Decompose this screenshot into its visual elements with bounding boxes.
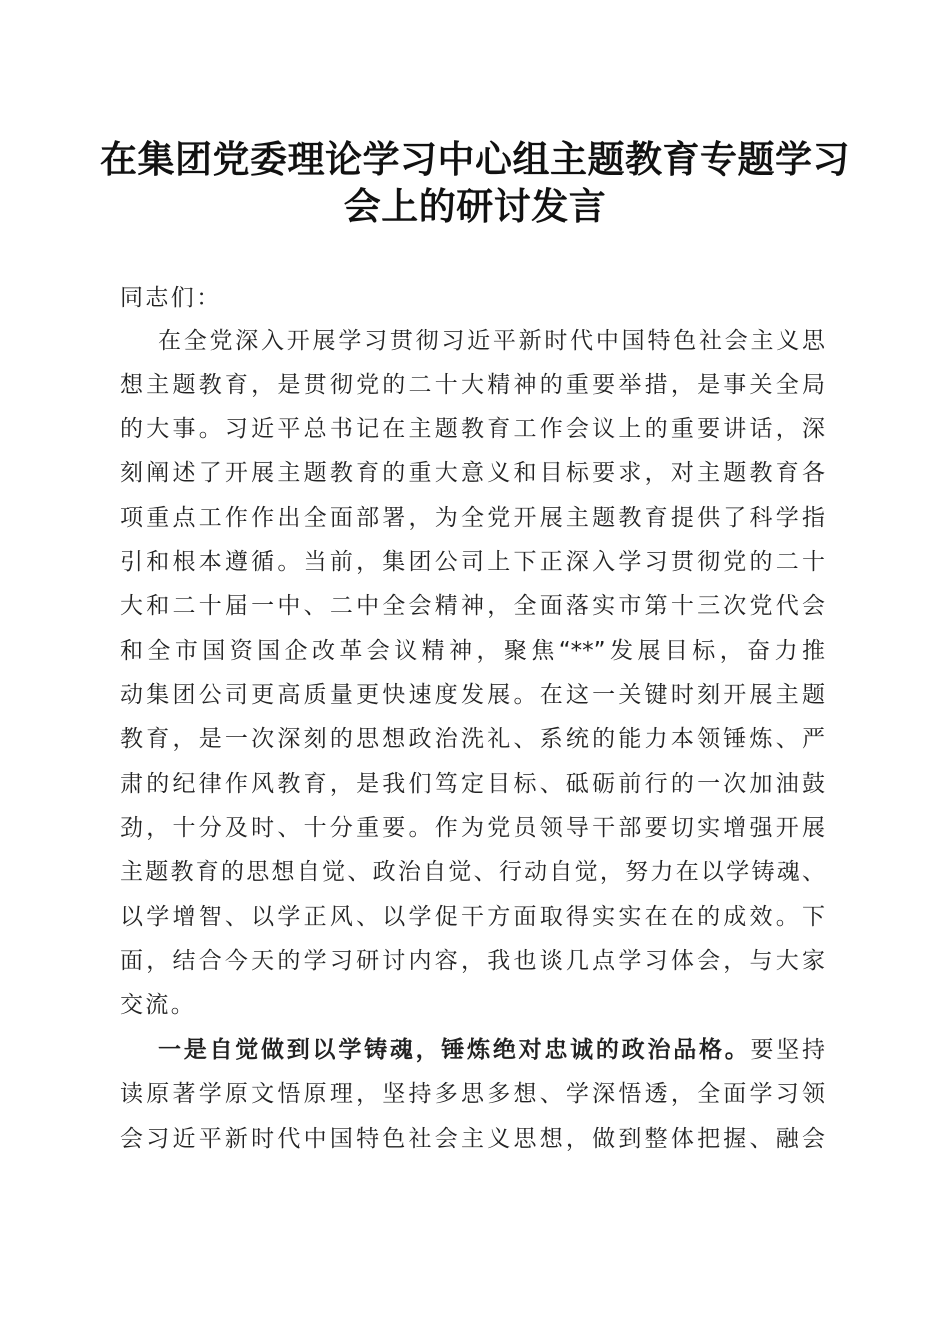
document-title-line-1: 在集团党委理论学习中心组主题教育专题学习 xyxy=(100,137,850,181)
paragraph-line: 以学增智、以学正风、以学促干方面取得实实在在的成效。下 xyxy=(120,904,825,930)
paragraph-line xyxy=(158,1035,825,1065)
paragraph-line: 读原著学原文悟原理，坚持多思多想、学深悟透，全面学习领 xyxy=(120,1081,825,1107)
paragraph-line: 想主题教育，是贯彻党的二十大精神的重要举措，是事关全局 xyxy=(120,372,825,398)
paragraph-line: 引和根本遵循。当前，集团公司上下正深入学习贯彻党的二十 xyxy=(120,549,825,575)
paragraph-lead-heading: 一是自觉做到以学铸魂，锤炼绝对忠诚的政治品格。 xyxy=(158,1037,751,1063)
paragraph-line: 在全党深入开展学习贯彻习近平新时代中国特色社会主义思 xyxy=(158,328,825,354)
salutation: 同志们： xyxy=(120,285,222,311)
paragraph-line: 动集团公司更高质量更快速度发展。在这一关键时刻开展主题 xyxy=(120,682,825,708)
paragraph-line: 教育，是一次深刻的思想政治洗礼、系统的能力本领锤炼、严 xyxy=(120,726,825,752)
document-title-line-2: 会上的研讨发言 xyxy=(343,184,607,228)
paragraph-lead-rest: 要坚持 xyxy=(750,1037,826,1063)
paragraph-line: 会习近平新时代中国特色社会主义思想，做到整体把握、融会 xyxy=(120,1126,825,1152)
paragraph-line: 交流。 xyxy=(120,992,197,1018)
paragraph-line: 的大事。习近平总书记在主题教育工作会议上的重要讲话，深 xyxy=(120,416,825,442)
paragraph-line: 面，结合今天的学习研讨内容，我也谈几点学习体会，与大家 xyxy=(120,948,825,974)
paragraph-line: 劲，十分及时、十分重要。作为党员领导干部要切实增强开展 xyxy=(120,815,825,841)
paragraph-line: 主题教育的思想自觉、政治自觉、行动自觉，努力在以学铸魂、 xyxy=(120,859,825,885)
paragraph-line: 和全市国资国企改革会议精神，聚焦“**”发展目标，奋力推 xyxy=(120,638,825,664)
paragraph-line: 项重点工作作出全面部署，为全党开展主题教育提供了科学指 xyxy=(120,505,825,531)
paragraph-line: 肃的纪律作风教育，是我们笃定目标、砥砺前行的一次加油鼓 xyxy=(120,771,825,797)
paragraph-line: 大和二十届一中、二中全会精神，全面落实市第十三次党代会 xyxy=(120,593,825,619)
paragraph-line: 刻阐述了开展主题教育的重大意义和目标要求，对主题教育各 xyxy=(120,460,825,486)
